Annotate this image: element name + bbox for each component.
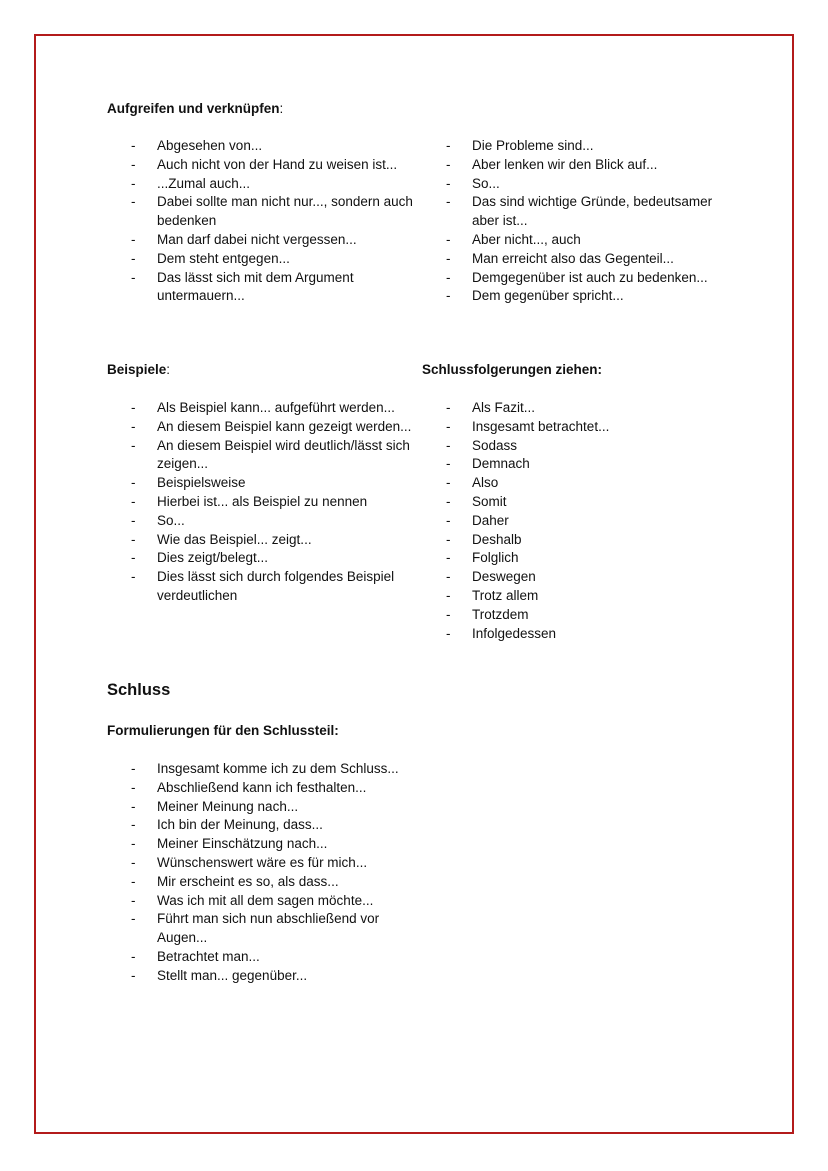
beispiele-list bbox=[107, 399, 417, 606]
list-item: - Stellt man... gegenüber... bbox=[107, 967, 417, 986]
heading-beispiele: Beispiele: bbox=[107, 362, 171, 377]
list-item: - Somit bbox=[422, 493, 742, 512]
list-item: - Demgegenüber ist auch zu bedenken... bbox=[422, 269, 742, 288]
list-item: - Hierbei ist... als Beispiel zu nennen bbox=[107, 493, 417, 512]
list-item: - Wünschenswert wäre es für mich... bbox=[107, 854, 417, 873]
list-item: - Dies lässt sich durch folgendes Beispiel verdeutlichen bbox=[107, 568, 417, 606]
list-item: - Man erreicht also das Gegenteil... bbox=[422, 250, 742, 269]
list-item: - Folglich bbox=[422, 549, 742, 568]
list-item: - So... bbox=[107, 512, 417, 531]
heading-schlussteil: Formulierungen für den Schlussteil: bbox=[107, 723, 339, 738]
list-item: - So... bbox=[422, 175, 742, 194]
list-item: - Trotz allem bbox=[422, 587, 742, 606]
list-item: - Deswegen bbox=[422, 568, 742, 587]
list-item: - Ich bin der Meinung, dass... bbox=[107, 816, 417, 835]
list-item: - Dem steht entgegen... bbox=[107, 250, 417, 269]
list-item: - Dies zeigt/belegt... bbox=[107, 549, 417, 568]
heading-schlussfolgerungen: Schlussfolgerungen ziehen: bbox=[422, 362, 603, 377]
list-item: - Meiner Einschätzung nach... bbox=[107, 835, 417, 854]
schluss-list bbox=[107, 760, 417, 986]
list-item: - Beispielsweise bbox=[107, 474, 417, 493]
list-item: - Abschließend kann ich festhalten... bbox=[107, 779, 417, 798]
list-item: - Infolgedessen bbox=[422, 625, 742, 644]
list-item: - An diesem Beispiel kann gezeigt werden... bbox=[107, 418, 417, 437]
list-item: - Dabei sollte man nicht nur..., sondern auch bedenken bbox=[107, 193, 417, 231]
list-item: - Insgesamt komme ich zu dem Schluss... bbox=[107, 760, 417, 779]
list-item: - Führt man sich nun abschließend vor Augen... bbox=[107, 910, 417, 948]
list-item: - ...Zumal auch... bbox=[107, 175, 417, 194]
list-item: - Als Fazit... bbox=[422, 399, 742, 418]
list-item: - Meiner Meinung nach... bbox=[107, 798, 417, 817]
list-item: - Also bbox=[422, 474, 742, 493]
list-item: - Sodass bbox=[422, 437, 742, 456]
list-item: - Das sind wichtige Gründe, bedeutsamer aber ist... bbox=[422, 193, 742, 231]
list-item: - Was ich mit all dem sagen möchte... bbox=[107, 892, 417, 911]
list-item: - Aber nicht..., auch bbox=[422, 231, 742, 250]
aufgreifen-list-left bbox=[107, 137, 417, 306]
list-item: - Aber lenken wir den Blick auf... bbox=[422, 156, 742, 175]
list-item: - Insgesamt betrachtet... bbox=[422, 418, 742, 437]
heading-schluss: Schluss bbox=[107, 681, 171, 699]
list-item: - Betrachtet man... bbox=[107, 948, 417, 967]
list-item: - Trotzdem bbox=[422, 606, 742, 625]
list-item: - Man darf dabei nicht vergessen... bbox=[107, 231, 417, 250]
heading-aufgreifen: Aufgreifen und verknüpfen: bbox=[107, 101, 284, 116]
list-item: - Dem gegenüber spricht... bbox=[422, 287, 742, 306]
list-item: - Die Probleme sind... bbox=[422, 137, 742, 156]
schlussfolgerungen-list bbox=[422, 399, 742, 643]
list-item: - Mir erscheint es so, als dass... bbox=[107, 873, 417, 892]
list-item: - Auch nicht von der Hand zu weisen ist... bbox=[107, 156, 417, 175]
list-item: - Wie das Beispiel... zeigt... bbox=[107, 531, 417, 550]
list-item: - Als Beispiel kann... aufgeführt werden... bbox=[107, 399, 417, 418]
list-item: - Deshalb bbox=[422, 531, 742, 550]
list-item: - Daher bbox=[422, 512, 742, 531]
list-item: - An diesem Beispiel wird deutlich/lässt sich zeigen... bbox=[107, 437, 417, 475]
list-item: - Abgesehen von... bbox=[107, 137, 417, 156]
aufgreifen-list-right bbox=[422, 137, 742, 306]
list-item: - Demnach bbox=[422, 455, 742, 474]
list-item: - Das lässt sich mit dem Argument untermauern... bbox=[107, 269, 417, 307]
